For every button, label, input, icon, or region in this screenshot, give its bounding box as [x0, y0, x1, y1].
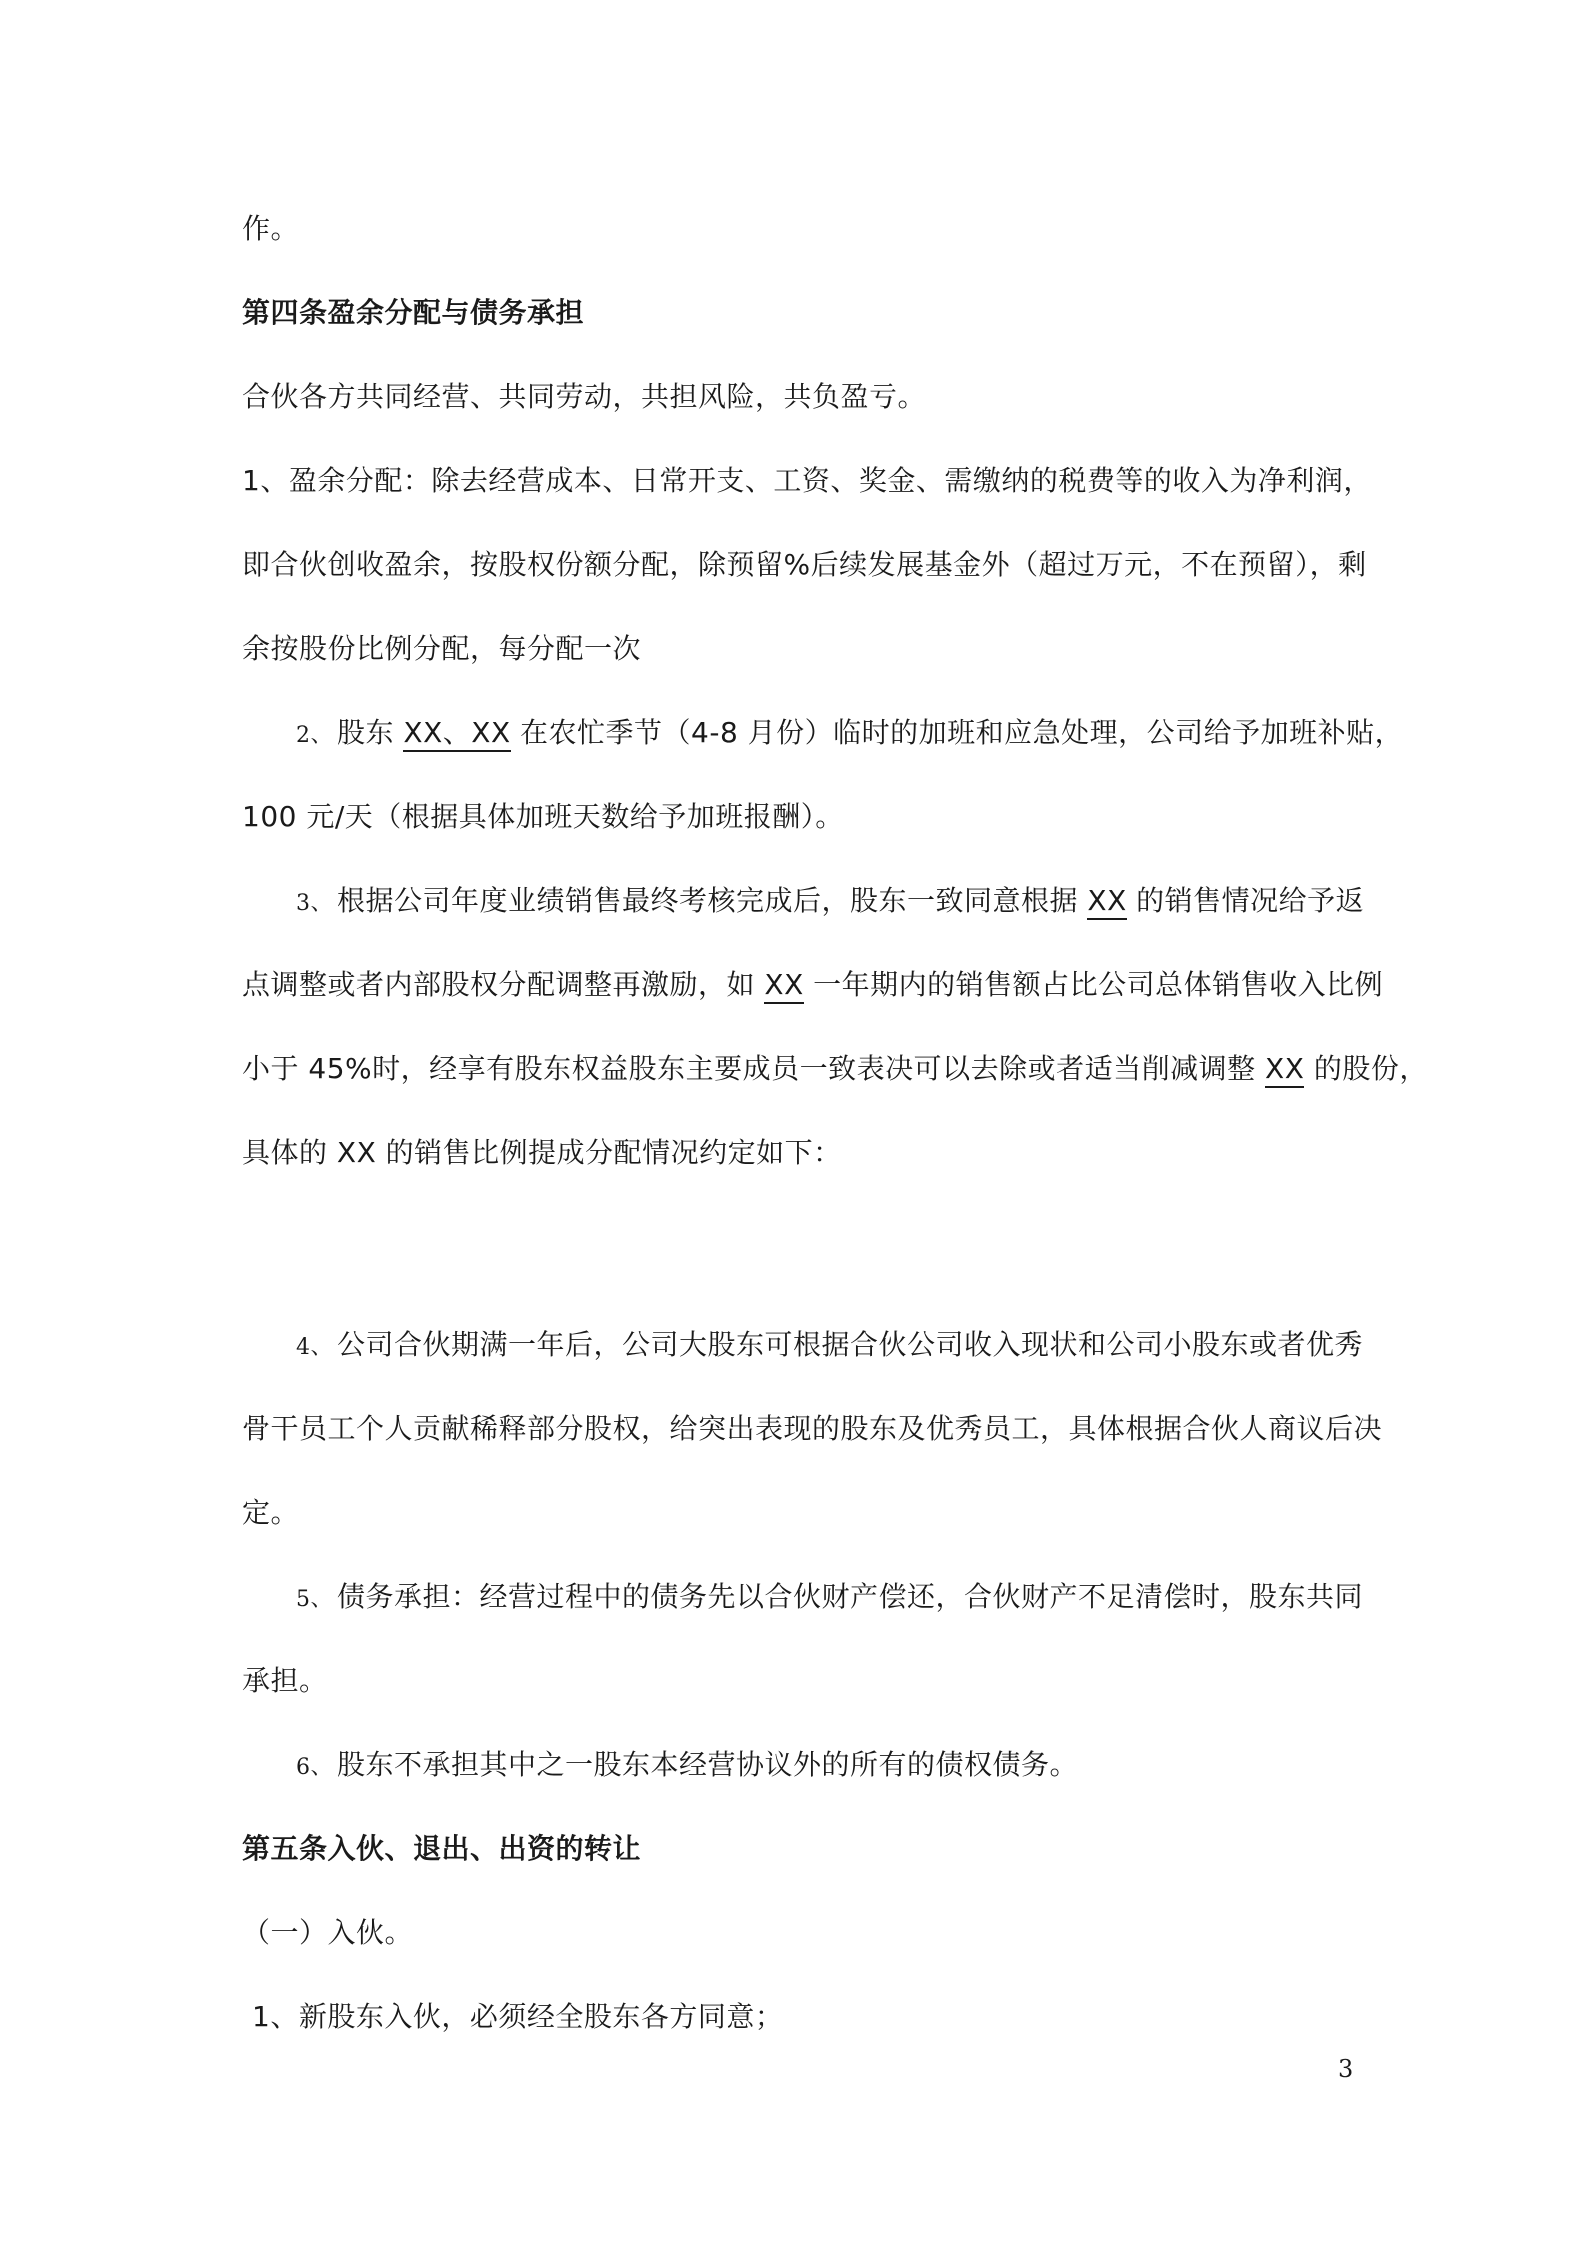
section-heading: 第五条入伙、退出、出资的转让	[242, 1832, 642, 1865]
text-fragment: 股东	[337, 716, 404, 749]
text-line	[242, 1052, 1428, 1086]
text-line: 余按股份比例分配，每分配一次	[242, 632, 642, 665]
text-line: 1、盈余分配：除去经营成本、日常开支、工资、奖金、需缴纳的税费等的收入为净利润，	[242, 464, 1372, 497]
underlined-placeholder: XX	[1265, 1052, 1304, 1088]
text-fragment: 的股份，	[1304, 1052, 1428, 1085]
text-line: 具体的 XX 的销售比例提成分配情况约定如下：	[242, 1136, 842, 1169]
item-number: 6、	[296, 1755, 333, 1780]
subsection-heading: （一）入伙。	[242, 1916, 414, 1949]
underlined-placeholder: XX	[764, 968, 803, 1004]
text-fragment: 点调整或者内部股权分配调整再激励，如	[242, 968, 765, 1001]
underlined-placeholder: XX、XX	[403, 716, 510, 752]
text-line: 骨干员工个人贡献稀释部分股权，给突出表现的股东及优秀员工，具体根据合伙人商议后决	[242, 1412, 1383, 1445]
text-fragment: 在农忙季节（4-8 月份）临时的加班和应急处理，公司给予加班补贴，	[510, 716, 1404, 749]
item-number: 2、	[296, 723, 333, 748]
text-line: 承担。	[242, 1664, 328, 1697]
section-heading: 第四条盈余分配与债务承担	[242, 296, 585, 329]
text-fragment: 根据公司年度业绩销售最终考核完成后，股东一致同意根据	[337, 884, 1088, 917]
text-line: 1、新股东入伙，必须经全股东各方同意；	[252, 2000, 784, 2033]
text-line: 100 元/天（根据具体加班天数给予加班报酬）。	[242, 800, 844, 833]
item-number: 4、	[296, 1335, 333, 1360]
underlined-placeholder: XX	[1087, 884, 1126, 920]
text-line: 合伙各方共同经营、共同劳动，共担风险，共负盈亏。	[242, 380, 927, 413]
text-fragment: 债务承担：经营过程中的债务先以合伙财产偿还，合伙财产不足清偿时，股东共同	[337, 1580, 1364, 1613]
text-fragment: 的销售情况给予返	[1126, 884, 1365, 917]
list-item	[296, 1748, 1078, 1785]
list-item	[296, 1580, 1363, 1617]
text-line	[242, 968, 1383, 1002]
text-line: 作。	[242, 212, 300, 245]
list-item	[296, 884, 1364, 921]
page-number: 3	[1338, 2055, 1354, 2083]
text-fragment: 公司合伙期满一年后，公司大股东可根据合伙公司收入现状和公司小股东或者优秀	[337, 1328, 1364, 1361]
text-line: 即合伙创收盈余，按股权份额分配，除预留%后续发展基金外（超过万元，不在预留），剩	[242, 548, 1367, 581]
text-fragment: 股东不承担其中之一股东本经营协议外的所有的债权债务。	[337, 1748, 1079, 1781]
text-fragment: 一年期内的销售额占比公司总体销售收入比例	[803, 968, 1384, 1001]
text-line: 定。	[242, 1496, 300, 1529]
item-number: 5、	[296, 1587, 333, 1612]
list-item	[296, 716, 1403, 753]
list-item	[296, 1328, 1363, 1365]
item-number: 3、	[296, 891, 333, 916]
text-fragment: 小于 45%时，经享有股东权益股东主要成员一致表决可以去除或者适当削减调整	[242, 1052, 1266, 1085]
